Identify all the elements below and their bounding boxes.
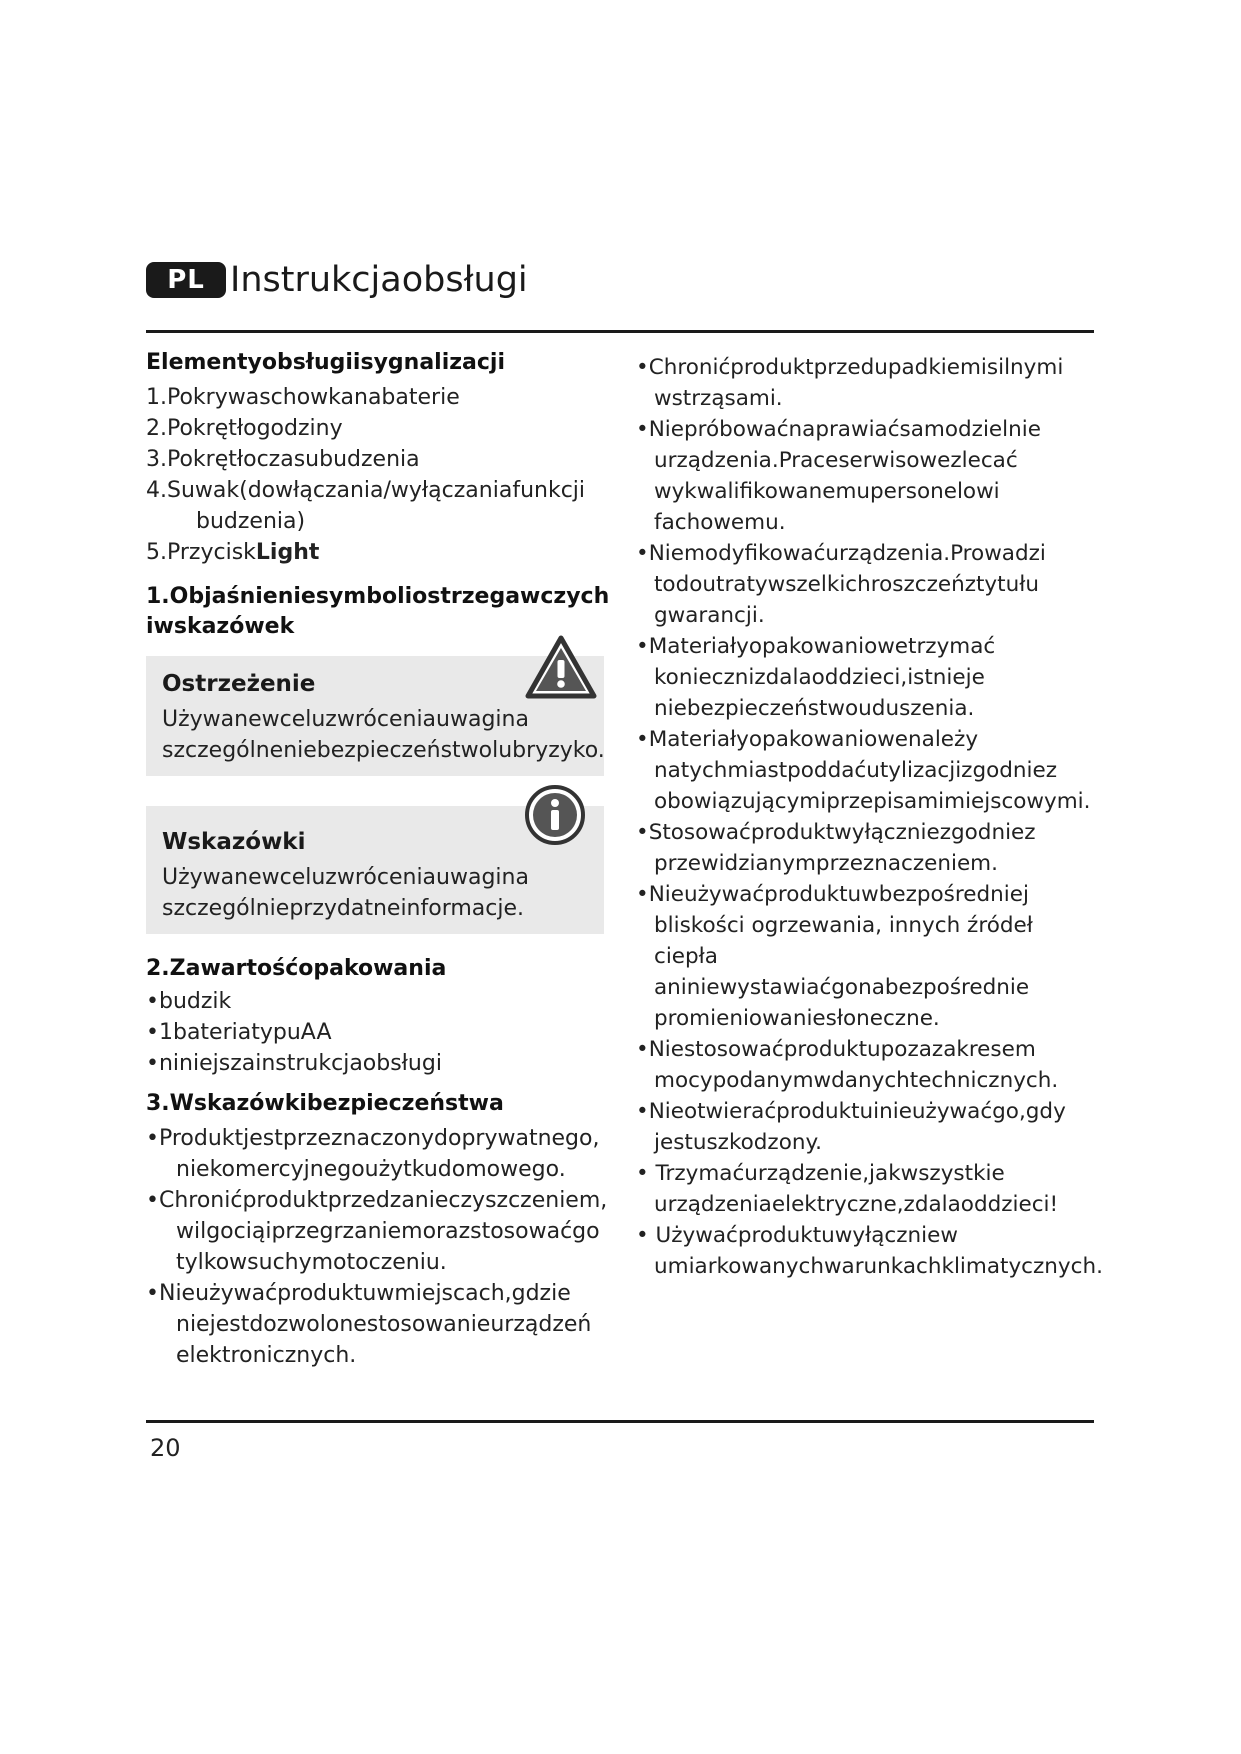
list-item: 3.Pokrętłoczasubudzenia xyxy=(146,447,420,472)
warning-title: Ostrzeżenie xyxy=(162,671,316,697)
page-header xyxy=(146,258,528,302)
list-item: •1bateriatypuAA xyxy=(146,1020,332,1045)
info-icon xyxy=(524,784,586,846)
page-number: 20 xyxy=(150,1434,181,1462)
list-item: •Produktjestprzeznaczonydoprywatnego, niekomercyjnegoużytkudomowego. xyxy=(146,1126,600,1182)
controls-heading: Elementyobsługiisygnalizacji xyxy=(146,350,506,375)
list-item: •Nieużywaćproduktuwmiejscach,gdzie niejestdozwolonestosowanieurządzeń elektronicznych. xyxy=(146,1281,592,1368)
section2-heading: 2.Zawartośćopakowania xyxy=(146,956,447,981)
list-item: 4.Suwak(dowłączania/wyłączaniafunkcji budzenia) xyxy=(146,478,586,534)
left-column xyxy=(146,348,626,1371)
safety-list-left xyxy=(146,1123,626,1371)
list-item: •Nieużywaćproduktuwbezpośredniej bliskości ogrzewania, innych źródeł ciepła aniniewystawiaćgonabezpośrednie promieniowaniesłoneczne. xyxy=(636,882,1033,1031)
list-item: •Stosowaćproduktwyłączniezgodniez przewidzianymprzeznaczeniem. xyxy=(636,820,1036,876)
warning-box xyxy=(146,656,604,776)
warning-triangle-icon xyxy=(524,634,598,700)
list-item: •Niestosowaćproduktupozazakresem mocypodanymwdanychtechnicznych. xyxy=(636,1037,1059,1093)
list-item: •Materiałyopakowaniowenależy natychmiastpoddaćutylizacjizgodniez obowiązującymiprzepisamimiejscowymi. xyxy=(636,727,1091,814)
package-list xyxy=(146,986,626,1079)
list-item: •niniejszainstrukcjaobsługi xyxy=(146,1051,442,1076)
hint-title: Wskazówki xyxy=(162,829,306,855)
list-item: •Chronićproduktprzedupadkiemisilnymi wstrząsami. xyxy=(636,355,1064,411)
right-column xyxy=(636,352,1103,1282)
section1-heading: 1.Objaśnieniesymboliostrzegawczych iwskazówek xyxy=(146,584,610,639)
list-item: 1.Pokrywaschowkanabaterie xyxy=(146,385,460,410)
warning-text: Używanewceluzwróceniauwagina szczególneniebezpieczeństwolubryzyko. xyxy=(162,707,605,763)
bottom-divider xyxy=(146,1420,1094,1423)
list-item: 2.Pokrętłogodziny xyxy=(146,416,343,441)
list-item: •Niemodyfikowaćurządzenia.Prowadzi todoutratywszelkichroszczeńztytułu gwarancji. xyxy=(636,541,1046,628)
list-item: •budzik xyxy=(146,989,232,1014)
top-divider xyxy=(146,330,1094,333)
list-item xyxy=(146,537,626,568)
list-item: •Chronićproduktprzedzanieczyszczeniem, wilgociąiprzegrzaniemorazstosowaćgo tylkowsuchymotoczeniu. xyxy=(146,1188,608,1275)
page-title: Instrukcjaobsługi xyxy=(230,260,528,300)
controls-list xyxy=(146,382,626,568)
hint-box xyxy=(146,806,604,934)
item5-prefix: 5.Przycisk xyxy=(146,540,256,565)
safety-list-right xyxy=(636,352,1103,1282)
list-item: •Nieotwieraćproduktuinieużywaćgo,gdy jestuszkodzony. xyxy=(636,1099,1066,1155)
hint-text: Używanewceluzwróceniauwagina szczególnieprzydatneinformacje. xyxy=(162,865,529,921)
list-item: •Materiałyopakowaniowetrzymać koniecznizdalaoddzieci,istnieje niebezpieczeństwouduszenia. xyxy=(636,634,996,721)
list-item: • Używaćproduktuwyłączniew umiarkowanychwarunkachklimatycznych. xyxy=(636,1223,1103,1279)
item5-bold: Light xyxy=(255,540,320,565)
language-badge: PL xyxy=(146,262,226,298)
list-item: • Trzymaćurządzenie,jakwszystkie urządzeniaelektryczne,zdalaoddzieci! xyxy=(636,1161,1059,1217)
list-item: •Niepróbowaćnaprawiaćsamodzielnie urządzenia.Praceserwisowezlecać wykwalifikowanemupersonelowi fachowemu. xyxy=(636,417,1041,535)
section3-heading: 3.Wskazówkibezpieczeństwa xyxy=(146,1091,504,1116)
